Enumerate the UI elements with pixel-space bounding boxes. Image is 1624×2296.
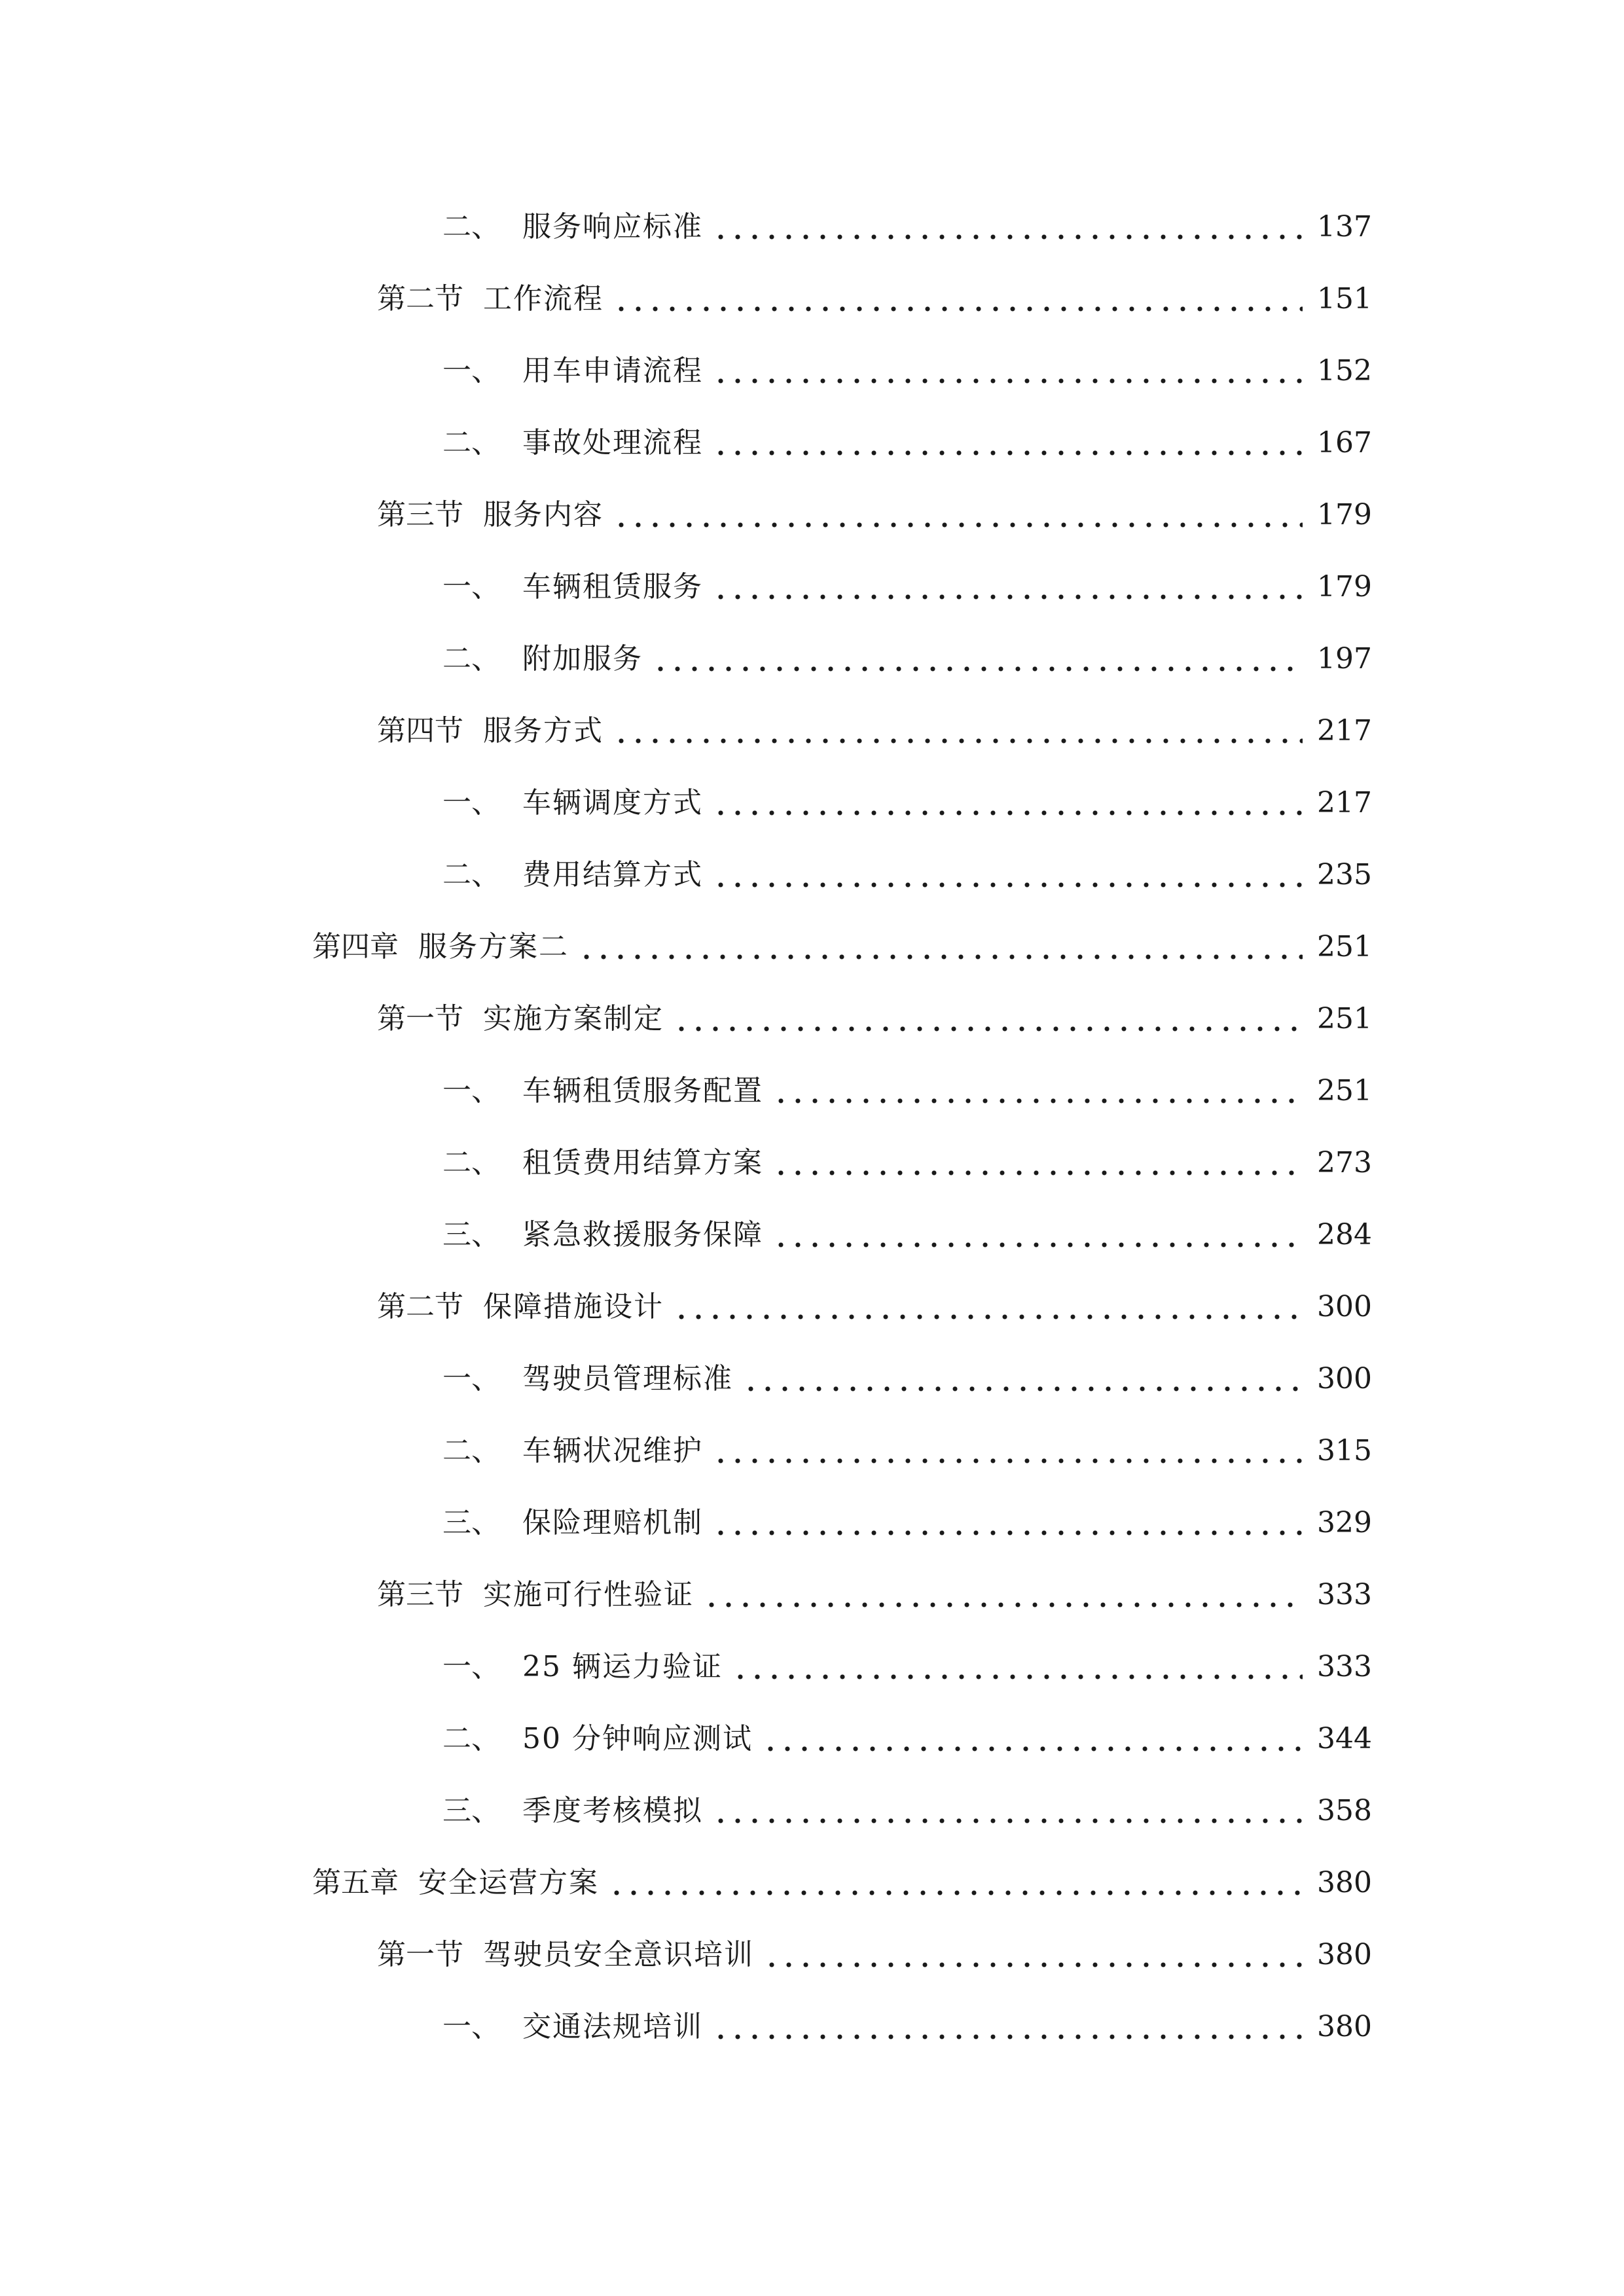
toc-entry-title: 25 辆运力验证 [522,1650,723,1683]
toc-entry-title: 费用结算方式 [522,858,703,891]
toc-entry-title: 服务响应标准 [522,210,703,243]
toc-entry-page: 333 [1317,1650,1372,1683]
toc-entry-number: 第二节 [377,282,463,315]
dot-leader [712,855,1303,895]
toc-entry-title: 附加服务 [522,642,643,675]
toc-entry-number: 二、 [442,426,500,459]
toc-entry-page: 179 [1317,570,1372,603]
toc-entry-title: 保险理赔机制 [522,1506,703,1539]
toc-entry-number: 第三节 [377,1578,463,1611]
toc-entry-title: 服务方案二 [418,930,569,963]
toc-entry[interactable] [0,1847,1624,1919]
toc-entry[interactable] [0,1343,1624,1415]
toc-entry-page: 167 [1317,426,1372,459]
toc-entry-title: 车辆调度方式 [522,786,703,819]
toc-entry[interactable] [0,695,1624,767]
toc-entry-title: 实施方案制定 [483,1002,664,1035]
dot-leader [712,1503,1303,1543]
toc-entry-number: 三、 [442,1794,500,1827]
dot-leader [762,1719,1303,1759]
toc-entry-page: 358 [1317,1794,1372,1827]
toc-entry-number: 一、 [442,1362,500,1395]
toc-entry-page: 333 [1317,1578,1372,1611]
toc-entry-page: 217 [1317,714,1372,747]
toc-entry-title: 车辆状况维护 [522,1434,703,1467]
toc-entry-title: 保障措施设计 [483,1290,664,1323]
dot-leader [763,1935,1303,1975]
toc-entry[interactable] [0,551,1624,623]
toc-entry-page: 152 [1317,354,1372,387]
toc-entry[interactable] [0,1703,1624,1775]
toc-entry-title: 安全运营方案 [418,1866,599,1899]
toc-entry-title: 50 分钟响应测试 [522,1722,753,1755]
table-of-contents [0,191,1624,2063]
toc-entry-number: 第一节 [377,1002,463,1035]
dot-leader [712,423,1303,463]
toc-entry-number: 第五章 [312,1866,399,1899]
toc-entry[interactable] [0,1271,1624,1343]
toc-entry[interactable] [0,407,1624,479]
toc-entry-title: 驾驶员安全意识培训 [483,1938,754,1971]
toc-entry[interactable] [0,1487,1624,1559]
toc-entry[interactable] [0,767,1624,839]
toc-entry-number: 第四章 [312,930,399,963]
toc-entry[interactable] [0,479,1624,551]
toc-entry-title: 工作流程 [483,282,604,315]
toc-entry[interactable] [0,983,1624,1055]
toc-entry-number: 第四节 [377,714,463,747]
dot-leader [772,1143,1303,1183]
toc-entry[interactable] [0,1559,1624,1631]
toc-entry-title: 用车申请流程 [522,354,703,387]
toc-entry-number: 一、 [442,570,500,603]
toc-entry-number: 二、 [442,210,500,243]
toc-entry[interactable] [0,1055,1624,1127]
dot-leader [712,207,1303,247]
toc-entry-page: 151 [1317,282,1372,315]
toc-entry-title: 季度考核模拟 [522,1794,703,1827]
toc-entry-title: 事故处理流程 [522,426,703,459]
dot-leader [712,2007,1303,2047]
toc-entry-page: 315 [1317,1434,1372,1467]
toc-entry-page: 197 [1317,642,1372,675]
toc-entry-page: 284 [1317,1218,1372,1251]
toc-entry[interactable] [0,1127,1624,1199]
toc-entry-page: 300 [1317,1362,1372,1395]
toc-entry-number: 三、 [442,1218,500,1251]
toc-entry-title: 服务方式 [483,714,604,747]
toc-entry-page: 217 [1317,786,1372,819]
toc-entry-number: 三、 [442,1506,500,1539]
toc-entry[interactable] [0,623,1624,695]
toc-entry-page: 251 [1317,1074,1372,1107]
dot-leader [712,783,1303,823]
dot-leader [613,279,1303,319]
toc-entry-number: 二、 [442,858,500,891]
toc-entry-page: 137 [1317,210,1372,243]
toc-entry-page: 344 [1317,1722,1372,1755]
dot-leader [652,639,1303,679]
dot-leader [613,711,1303,751]
toc-entry-title: 紧急救援服务保障 [522,1218,763,1251]
dot-leader [772,1071,1303,1111]
toc-entry-page: 235 [1317,858,1372,891]
toc-entry-number: 一、 [442,786,500,819]
toc-entry-number: 一、 [442,2010,500,2043]
toc-entry-number: 二、 [442,1722,500,1755]
toc-entry-title: 实施可行性验证 [483,1578,694,1611]
dot-leader [703,1575,1303,1615]
toc-entry-number: 一、 [442,1650,500,1683]
toc-entry-title: 服务内容 [483,498,604,531]
toc-entry-number: 一、 [442,1074,500,1107]
toc-entry[interactable] [0,1631,1624,1703]
dot-leader [673,999,1303,1039]
toc-entry-title: 车辆租赁服务 [522,570,703,603]
toc-entry-number: 一、 [442,354,500,387]
toc-entry-number: 二、 [442,1434,500,1467]
dot-leader [742,1359,1303,1399]
toc-entry-number: 二、 [442,1146,500,1179]
toc-entry-title: 交通法规培训 [522,2010,703,2043]
toc-entry-number: 第二节 [377,1290,463,1323]
toc-entry-number: 第一节 [377,1938,463,1971]
toc-entry[interactable] [0,263,1624,335]
toc-entry[interactable] [0,839,1624,911]
dot-leader [608,1863,1303,1903]
toc-entry[interactable] [0,1775,1624,1847]
dot-leader [673,1287,1303,1327]
toc-entry-title: 车辆租赁服务配置 [522,1074,763,1107]
toc-entry[interactable] [0,1919,1624,1991]
toc-entry-page: 300 [1317,1290,1372,1323]
toc-entry-page: 251 [1317,1002,1372,1035]
dot-leader [712,1791,1303,1831]
toc-entry[interactable] [0,1415,1624,1487]
toc-entry-page: 179 [1317,498,1372,531]
toc-entry[interactable] [0,911,1624,983]
toc-entry[interactable] [0,335,1624,407]
toc-entry-title: 租赁费用结算方案 [522,1146,763,1179]
toc-entry[interactable] [0,1991,1624,2063]
dot-leader [613,495,1303,535]
dot-leader [712,567,1303,607]
toc-entry-number: 第三节 [377,498,463,531]
dot-leader [712,351,1303,391]
dot-leader [712,1431,1303,1471]
toc-entry[interactable] [0,1199,1624,1271]
toc-entry-page: 251 [1317,930,1372,963]
toc-entry-page: 380 [1317,1866,1372,1899]
toc-entry-title: 驾驶员管理标准 [522,1362,733,1395]
dot-leader [732,1647,1303,1687]
toc-entry-page: 380 [1317,2010,1372,2043]
toc-entry-page: 329 [1317,1506,1372,1539]
dot-leader [578,927,1303,967]
toc-entry-page: 273 [1317,1146,1372,1179]
dot-leader [772,1215,1303,1255]
toc-entry[interactable] [0,191,1624,263]
toc-entry-page: 380 [1317,1938,1372,1971]
toc-entry-number: 二、 [442,642,500,675]
